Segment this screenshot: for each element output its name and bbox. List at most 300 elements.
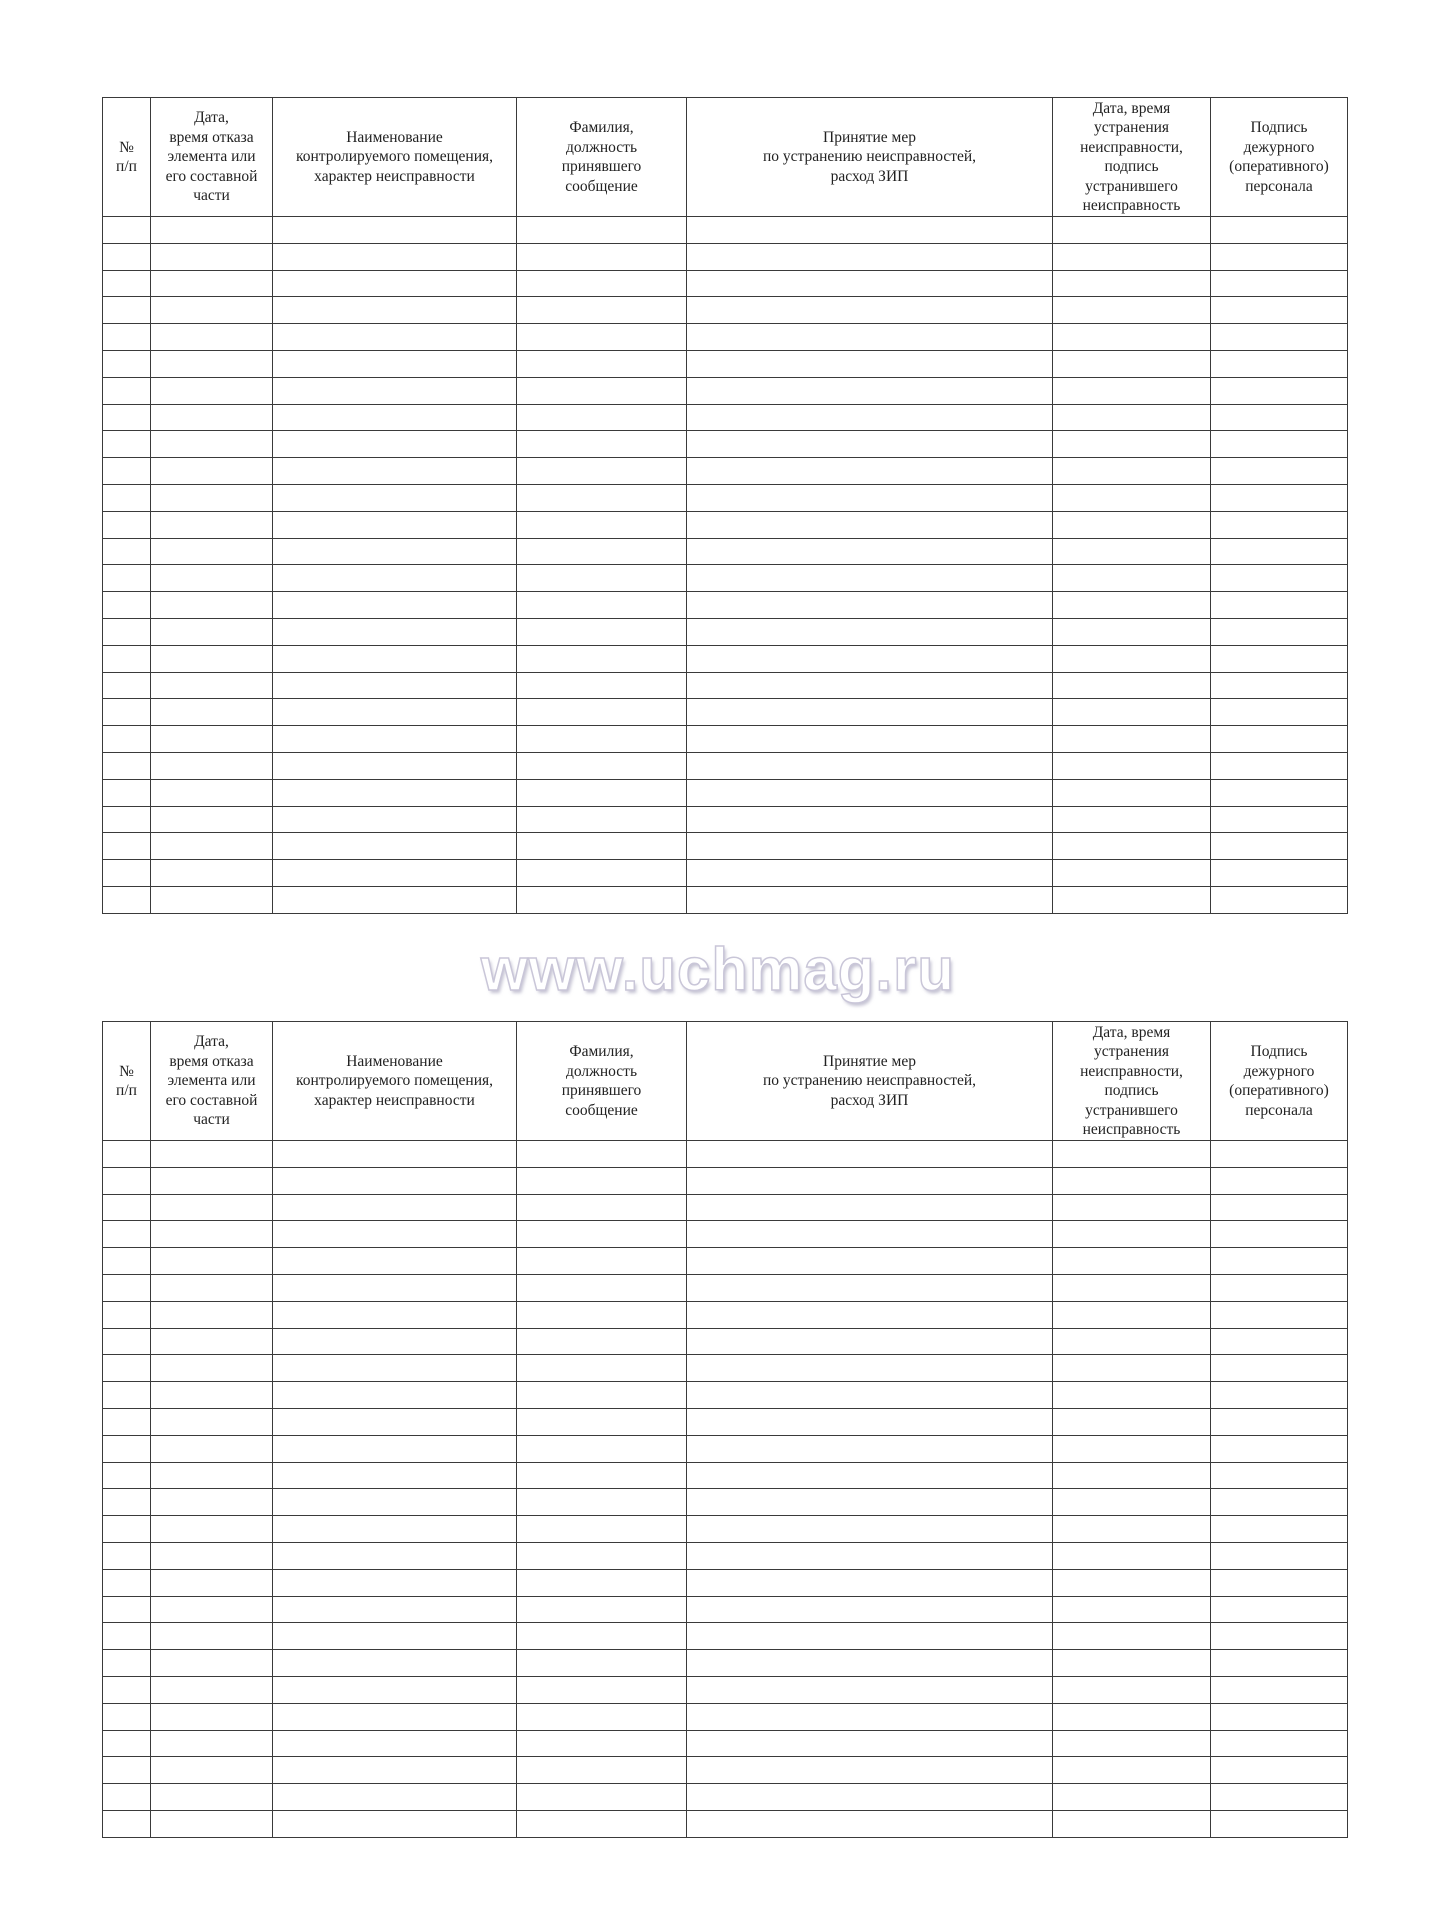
empty-cell <box>151 592 273 619</box>
empty-cell <box>687 217 1053 244</box>
empty-cell <box>1211 592 1348 619</box>
empty-cell <box>687 886 1053 913</box>
empty-cell <box>103 431 151 458</box>
empty-cell <box>1211 1730 1348 1757</box>
empty-cell <box>1211 1516 1348 1543</box>
empty-cell <box>1053 458 1211 485</box>
empty-cell <box>687 806 1053 833</box>
empty-cell <box>151 431 273 458</box>
empty-cell <box>687 1328 1053 1355</box>
empty-cell <box>517 1274 687 1301</box>
empty-cell <box>273 1810 517 1837</box>
empty-cell <box>687 592 1053 619</box>
empty-cell <box>1053 699 1211 726</box>
empty-cell <box>687 1623 1053 1650</box>
empty-cell <box>687 1167 1053 1194</box>
empty-cell <box>517 1355 687 1382</box>
empty-cell <box>1211 565 1348 592</box>
empty-cell <box>103 217 151 244</box>
empty-cell <box>1211 538 1348 565</box>
empty-cell <box>103 779 151 806</box>
empty-cell <box>1053 243 1211 270</box>
empty-cell <box>687 243 1053 270</box>
empty-cell <box>687 484 1053 511</box>
empty-cell <box>1053 618 1211 645</box>
empty-cell <box>273 243 517 270</box>
empty-cell <box>1211 1596 1348 1623</box>
table-row <box>103 538 1348 565</box>
empty-cell <box>687 1676 1053 1703</box>
empty-cell <box>151 1274 273 1301</box>
empty-cell <box>1053 1569 1211 1596</box>
empty-cell <box>151 672 273 699</box>
empty-cell <box>151 1221 273 1248</box>
empty-cell <box>1211 1810 1348 1837</box>
empty-cell <box>517 404 687 431</box>
empty-cell <box>687 1301 1053 1328</box>
empty-cell <box>1053 886 1211 913</box>
empty-cell <box>151 779 273 806</box>
empty-cell <box>687 1248 1053 1275</box>
empty-cell <box>1211 1355 1348 1382</box>
empty-cell <box>103 1489 151 1516</box>
empty-cell <box>103 1730 151 1757</box>
table-row <box>103 1516 1348 1543</box>
empty-cell <box>517 270 687 297</box>
empty-cell <box>103 806 151 833</box>
empty-cell <box>517 833 687 860</box>
empty-cell <box>1211 1274 1348 1301</box>
empty-cell <box>151 1784 273 1811</box>
empty-cell <box>273 886 517 913</box>
empty-cell <box>103 1516 151 1543</box>
empty-cell <box>517 217 687 244</box>
empty-cell <box>151 1462 273 1489</box>
empty-cell <box>1211 1542 1348 1569</box>
table-row <box>103 672 1348 699</box>
empty-cell <box>1053 1167 1211 1194</box>
empty-cell <box>273 672 517 699</box>
table-row <box>103 645 1348 672</box>
empty-cell <box>1211 1194 1348 1221</box>
empty-cell <box>273 324 517 351</box>
empty-cell <box>687 1435 1053 1462</box>
empty-cell <box>687 377 1053 404</box>
table-row <box>103 1542 1348 1569</box>
empty-cell <box>1053 377 1211 404</box>
empty-cell <box>103 297 151 324</box>
empty-cell <box>517 779 687 806</box>
empty-cell <box>151 1569 273 1596</box>
empty-cell <box>1053 1623 1211 1650</box>
empty-cell <box>103 1167 151 1194</box>
table-row <box>103 243 1348 270</box>
empty-cell <box>1211 1167 1348 1194</box>
table-row <box>103 297 1348 324</box>
table-row <box>103 833 1348 860</box>
empty-cell <box>103 1301 151 1328</box>
empty-cell <box>151 1328 273 1355</box>
empty-cell <box>1211 270 1348 297</box>
empty-cell <box>687 1650 1053 1677</box>
empty-cell <box>687 833 1053 860</box>
empty-cell <box>1053 217 1211 244</box>
empty-cell <box>1053 1462 1211 1489</box>
empty-cell <box>1211 1141 1348 1168</box>
empty-cell <box>687 1382 1053 1409</box>
empty-cell <box>103 886 151 913</box>
table-row <box>103 1462 1348 1489</box>
empty-cell <box>687 1489 1053 1516</box>
empty-cell <box>273 217 517 244</box>
empty-cell <box>517 458 687 485</box>
empty-cell <box>103 1328 151 1355</box>
empty-cell <box>151 1194 273 1221</box>
empty-cell <box>1053 297 1211 324</box>
empty-cell <box>273 404 517 431</box>
empty-cell <box>517 1623 687 1650</box>
empty-cell <box>1053 1542 1211 1569</box>
empty-cell <box>517 672 687 699</box>
empty-cell <box>517 726 687 753</box>
empty-cell <box>1053 1703 1211 1730</box>
empty-cell <box>273 618 517 645</box>
empty-cell <box>1211 217 1348 244</box>
empty-cell <box>687 1542 1053 1569</box>
empty-cell <box>273 1703 517 1730</box>
empty-cell <box>1053 1382 1211 1409</box>
empty-cell <box>103 511 151 538</box>
empty-cell <box>151 1757 273 1784</box>
empty-cell <box>1211 377 1348 404</box>
empty-cell <box>1211 886 1348 913</box>
watermark: www.uchmag.ru <box>480 936 956 1003</box>
empty-cell <box>1211 1489 1348 1516</box>
empty-cell <box>687 1703 1053 1730</box>
empty-cell <box>103 324 151 351</box>
empty-cell <box>103 1274 151 1301</box>
empty-cell <box>103 270 151 297</box>
empty-cell <box>1211 324 1348 351</box>
empty-cell <box>151 806 273 833</box>
empty-cell <box>1053 1810 1211 1837</box>
header-measures: Принятие мер по устранению неисправностей, расход ЗИП <box>687 1022 1053 1141</box>
empty-cell <box>517 752 687 779</box>
empty-cell <box>1053 1248 1211 1275</box>
empty-cell <box>273 699 517 726</box>
empty-cell <box>1211 618 1348 645</box>
empty-cell <box>151 699 273 726</box>
empty-cell <box>687 672 1053 699</box>
empty-cell <box>1053 726 1211 753</box>
table-row <box>103 1355 1348 1382</box>
empty-cell <box>151 1542 273 1569</box>
empty-cell <box>687 752 1053 779</box>
empty-cell <box>151 833 273 860</box>
empty-cell <box>1211 511 1348 538</box>
empty-cell <box>103 1382 151 1409</box>
empty-cell <box>103 1435 151 1462</box>
header-number: № п/п <box>103 98 151 217</box>
empty-cell <box>1053 404 1211 431</box>
empty-cell <box>103 538 151 565</box>
fault-log-table-bottom <box>102 1021 1348 1838</box>
table-row <box>103 1408 1348 1435</box>
empty-cell <box>517 538 687 565</box>
empty-cell <box>517 1516 687 1543</box>
empty-cell <box>517 1569 687 1596</box>
header-measures: Принятие мер по устранению неисправностей, расход ЗИП <box>687 98 1053 217</box>
empty-cell <box>1211 752 1348 779</box>
empty-cell <box>273 1650 517 1677</box>
empty-cell <box>103 1355 151 1382</box>
table-row <box>103 377 1348 404</box>
table-row <box>103 484 1348 511</box>
empty-cell <box>1211 404 1348 431</box>
empty-cell <box>273 726 517 753</box>
table-row <box>103 1676 1348 1703</box>
table-row <box>103 860 1348 887</box>
empty-cell <box>687 1596 1053 1623</box>
empty-cell <box>151 645 273 672</box>
empty-cell <box>273 1435 517 1462</box>
table-row <box>103 1757 1348 1784</box>
empty-cell <box>517 1328 687 1355</box>
empty-cell <box>151 484 273 511</box>
empty-cell <box>273 1382 517 1409</box>
table-row <box>103 431 1348 458</box>
empty-cell <box>103 404 151 431</box>
empty-cell <box>517 860 687 887</box>
table-row <box>103 726 1348 753</box>
empty-cell <box>687 699 1053 726</box>
empty-cell <box>273 565 517 592</box>
empty-cell <box>103 1703 151 1730</box>
empty-cell <box>1053 672 1211 699</box>
empty-cell <box>517 511 687 538</box>
empty-cell <box>517 1221 687 1248</box>
empty-cell <box>103 1569 151 1596</box>
empty-cell <box>517 1382 687 1409</box>
empty-cell <box>103 1596 151 1623</box>
empty-cell <box>1211 806 1348 833</box>
empty-cell <box>103 1194 151 1221</box>
empty-cell <box>103 726 151 753</box>
empty-cell <box>517 1676 687 1703</box>
empty-cell <box>1211 243 1348 270</box>
empty-cell <box>273 1757 517 1784</box>
empty-cell <box>1211 1757 1348 1784</box>
empty-cell <box>687 726 1053 753</box>
empty-cell <box>517 1596 687 1623</box>
empty-cell <box>517 1730 687 1757</box>
empty-cell <box>687 1221 1053 1248</box>
empty-cell <box>687 565 1053 592</box>
empty-cell <box>151 1650 273 1677</box>
empty-cell <box>103 1784 151 1811</box>
empty-cell <box>273 752 517 779</box>
empty-cell <box>273 592 517 619</box>
empty-cell <box>687 645 1053 672</box>
empty-cell <box>273 1596 517 1623</box>
empty-cell <box>151 752 273 779</box>
empty-cell <box>687 458 1053 485</box>
empty-cell <box>687 1730 1053 1757</box>
empty-cell <box>1211 1784 1348 1811</box>
header-row <box>103 98 1348 217</box>
table-row <box>103 1221 1348 1248</box>
table-row <box>103 1596 1348 1623</box>
empty-cell <box>103 350 151 377</box>
empty-cell <box>273 1516 517 1543</box>
empty-cell <box>1053 1784 1211 1811</box>
empty-cell <box>1053 1596 1211 1623</box>
empty-cell <box>1053 1650 1211 1677</box>
empty-cell <box>151 1730 273 1757</box>
empty-cell <box>273 833 517 860</box>
empty-cell <box>103 1408 151 1435</box>
empty-cell <box>1053 592 1211 619</box>
empty-cell <box>151 1167 273 1194</box>
empty-cell <box>151 565 273 592</box>
empty-cell <box>273 1623 517 1650</box>
empty-cell <box>1211 726 1348 753</box>
empty-cell <box>151 1516 273 1543</box>
empty-cell <box>517 618 687 645</box>
empty-cell <box>151 350 273 377</box>
table-row <box>103 699 1348 726</box>
empty-cell <box>151 243 273 270</box>
empty-cell <box>687 350 1053 377</box>
empty-cell <box>273 350 517 377</box>
empty-cell <box>517 1435 687 1462</box>
empty-cell <box>151 1301 273 1328</box>
empty-cell <box>273 1194 517 1221</box>
empty-cell <box>1053 1408 1211 1435</box>
empty-cell <box>517 1248 687 1275</box>
empty-cell <box>1211 431 1348 458</box>
empty-cell <box>1053 833 1211 860</box>
empty-cell <box>1211 1248 1348 1275</box>
empty-cell <box>517 645 687 672</box>
empty-cell <box>151 1623 273 1650</box>
table-row <box>103 565 1348 592</box>
empty-cell <box>517 1408 687 1435</box>
empty-cell <box>151 458 273 485</box>
empty-cell <box>1211 1650 1348 1677</box>
empty-cell <box>517 806 687 833</box>
empty-cell <box>517 1462 687 1489</box>
empty-cell <box>687 270 1053 297</box>
empty-cell <box>517 886 687 913</box>
empty-cell <box>151 618 273 645</box>
empty-cell <box>687 1355 1053 1382</box>
empty-cell <box>103 1462 151 1489</box>
empty-cell <box>1053 1274 1211 1301</box>
empty-cell <box>517 699 687 726</box>
empty-cell <box>1053 484 1211 511</box>
empty-cell <box>273 1569 517 1596</box>
table-row <box>103 217 1348 244</box>
empty-cell <box>103 243 151 270</box>
empty-cell <box>1211 1462 1348 1489</box>
empty-cell <box>1053 645 1211 672</box>
empty-cell <box>1211 1435 1348 1462</box>
table-row <box>103 1730 1348 1757</box>
empty-cell <box>151 1355 273 1382</box>
empty-cell <box>103 1650 151 1677</box>
empty-cell <box>1211 1221 1348 1248</box>
empty-cell <box>273 297 517 324</box>
header-failure-date: Дата, время отказа элемента или его составной части <box>151 1022 273 1141</box>
empty-cell <box>687 1408 1053 1435</box>
empty-cell <box>273 1248 517 1275</box>
empty-cell <box>1053 1301 1211 1328</box>
empty-cell <box>273 1355 517 1382</box>
empty-cell <box>103 1141 151 1168</box>
empty-cell <box>103 618 151 645</box>
empty-cell <box>687 324 1053 351</box>
empty-cell <box>103 672 151 699</box>
empty-cell <box>273 1730 517 1757</box>
empty-cell <box>151 1382 273 1409</box>
empty-cell <box>273 1274 517 1301</box>
table-row <box>103 752 1348 779</box>
empty-cell <box>1211 1703 1348 1730</box>
header-room-fault: Наименование контролируемого помещения, характер неисправности <box>273 98 517 217</box>
empty-cell <box>103 1623 151 1650</box>
empty-cell <box>273 806 517 833</box>
table-row <box>103 1194 1348 1221</box>
empty-cell <box>151 726 273 753</box>
empty-cell <box>1053 779 1211 806</box>
empty-cell <box>1053 511 1211 538</box>
empty-cell <box>273 645 517 672</box>
empty-cell <box>517 1784 687 1811</box>
empty-cell <box>151 886 273 913</box>
empty-cell <box>1053 806 1211 833</box>
empty-cell <box>1053 1489 1211 1516</box>
empty-cell <box>687 511 1053 538</box>
table-row <box>103 1569 1348 1596</box>
empty-cell <box>1053 350 1211 377</box>
empty-cell <box>273 431 517 458</box>
table-row <box>103 458 1348 485</box>
empty-cell <box>151 1248 273 1275</box>
empty-cell <box>1211 1382 1348 1409</box>
empty-cell <box>1053 1141 1211 1168</box>
empty-cell <box>687 1274 1053 1301</box>
empty-cell <box>687 1757 1053 1784</box>
empty-cell <box>1211 833 1348 860</box>
empty-cell <box>151 404 273 431</box>
empty-cell <box>517 565 687 592</box>
empty-cell <box>1053 431 1211 458</box>
table-row <box>103 1623 1348 1650</box>
header-room-fault: Наименование контролируемого помещения, характер неисправности <box>273 1022 517 1141</box>
table-row <box>103 806 1348 833</box>
empty-cell <box>103 1542 151 1569</box>
empty-cell <box>103 752 151 779</box>
empty-cell <box>273 1489 517 1516</box>
empty-cell <box>1211 645 1348 672</box>
empty-cell <box>517 431 687 458</box>
empty-cell <box>1053 1355 1211 1382</box>
table-row <box>103 1274 1348 1301</box>
empty-cell <box>151 1703 273 1730</box>
empty-cell <box>687 779 1053 806</box>
empty-cell <box>687 1141 1053 1168</box>
